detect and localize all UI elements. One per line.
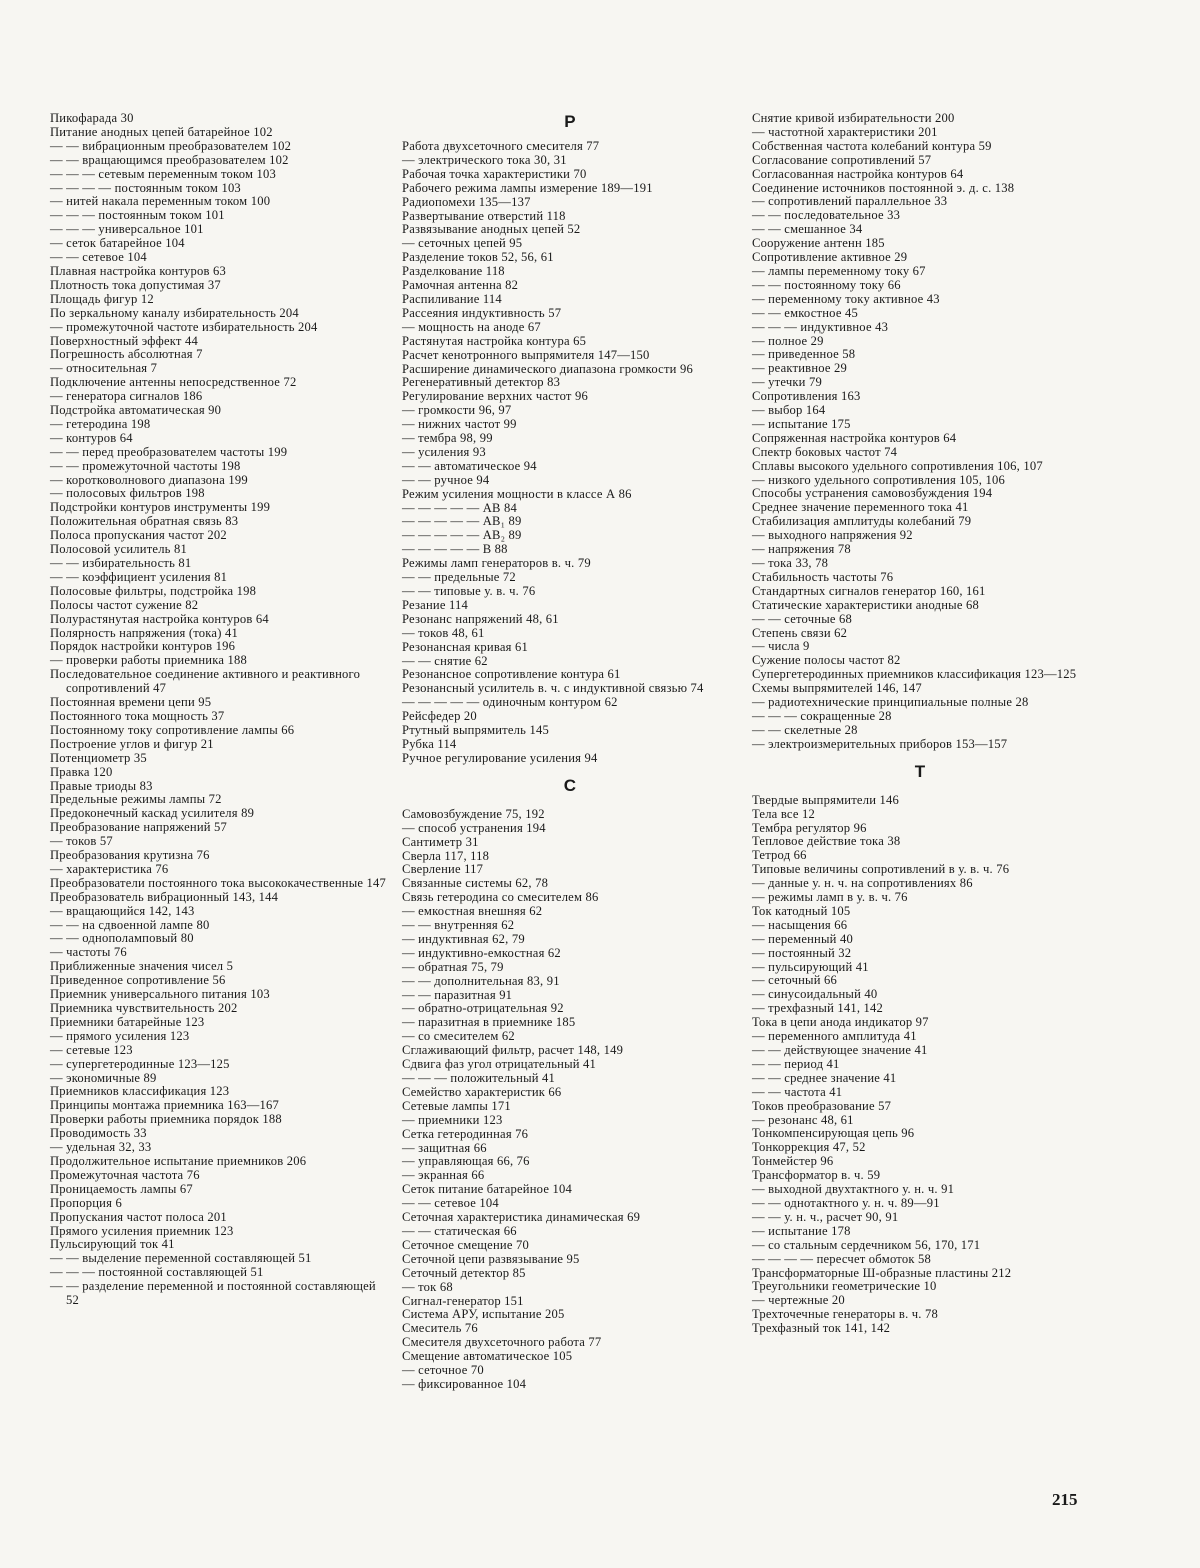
index-entry: Резонансная кривая 61 xyxy=(402,639,528,654)
index-entry: Стабильность частоты 76 xyxy=(752,569,894,584)
index-entry: — — постоянному току 66 xyxy=(752,277,901,292)
index-entry: Поверхностный эффект 44 xyxy=(50,333,198,348)
index-entry: — — — положительный 41 xyxy=(402,1071,556,1085)
index-entry: — со смесителем 62 xyxy=(402,1029,515,1044)
index-entry: — со стальным сердечником 56, 170, 171 xyxy=(752,1237,981,1252)
index-entry: Тонкоррекция 47, 52 xyxy=(752,1140,866,1155)
index-entry: — — автоматическое 94 xyxy=(402,458,537,473)
section-s-entries xyxy=(402,808,738,1392)
index-entry: Полосы частот сужение 82 xyxy=(50,597,199,612)
index-entry: — — скелетные 28 xyxy=(752,722,858,737)
index-entry: Система АРУ, испытание 205 xyxy=(402,1307,565,1322)
index-entry: — усиления 93 xyxy=(402,444,486,459)
index-entry: Рейсфедер 20 xyxy=(402,709,477,724)
index-entry: — прямого усиления 123 xyxy=(50,1028,190,1043)
index-entry: — супергетеродинные 123—125 xyxy=(50,1056,230,1071)
index-entry: — — промежуточной частоты 198 xyxy=(50,458,241,473)
index-entry: Рабочего режима лампы измерение 189—191 xyxy=(402,180,653,195)
index-entry: Распиливание 114 xyxy=(402,291,502,306)
index-entry: — — — — пересчет обмоток 58 xyxy=(752,1251,931,1266)
index-entry: — — ручное 94 xyxy=(402,472,490,487)
index-entry: — токов 57 xyxy=(50,834,113,849)
index-entry: — пульсирующий 41 xyxy=(752,959,869,974)
index-entry: — обратно-отрицательная 92 xyxy=(402,1001,564,1016)
index-entry: — вращающийся 142, 143 xyxy=(50,903,195,918)
index-entry: — — статическая 66 xyxy=(402,1223,517,1238)
index-entry: — — — — постоянным током 103 xyxy=(50,180,241,195)
index-entry: — — сетевое 104 xyxy=(50,250,147,265)
index-entry: — — на сдвоенной лампе 80 xyxy=(50,917,210,932)
index-entry: Сетевые лампы 171 xyxy=(402,1098,511,1113)
index-entry: Плавная настройка контуров 63 xyxy=(50,263,226,278)
index-entry: — — перед преобразователем частоты 199 xyxy=(50,444,288,459)
index-entry: По зеркальному каналу избирательность 204 xyxy=(50,305,299,320)
index-entry: Твердые выпрямители 146 xyxy=(752,792,899,807)
index-entry: — электрического тока 30, 31 xyxy=(402,152,567,167)
index-entry: Регенеративный детектор 83 xyxy=(402,375,561,390)
index-entry: — — дополнительная 83, 91 xyxy=(402,973,560,988)
index-entry: Разделение токов 52, 56, 61 xyxy=(402,250,554,265)
index-entry: — — — — — одиночным контуром 62 xyxy=(402,695,618,710)
index-entry: — — частота 41 xyxy=(752,1084,843,1099)
index-entry: — — типовые у. в. ч. 76 xyxy=(402,584,536,598)
index-entry: Принципы монтажа приемника 163—167 xyxy=(50,1098,280,1113)
index-entry: — тембра 98, 99 xyxy=(402,431,493,446)
index-entry: — выходной двухтактного у. н. ч. 91 xyxy=(752,1182,955,1197)
index-entry: Тетрод 66 xyxy=(752,848,807,863)
index-entry: — частоты 76 xyxy=(50,945,127,960)
index-entry: — — — постоянной составляющей 51 xyxy=(50,1265,264,1280)
index-entry: Сетка гетеродинная 76 xyxy=(402,1126,529,1141)
index-entry: — — коэффициент усиления 81 xyxy=(50,569,228,584)
index-entry: Полосовые фильтры, подстройка 198 xyxy=(50,583,257,598)
index-entry: Ток катодный 105 xyxy=(752,903,851,918)
index-entry: Предельные режимы лампы 72 xyxy=(50,792,222,807)
index-entry: — приемники 123 xyxy=(402,1112,503,1127)
index-entry: Режим усиления мощности в классе А 86 xyxy=(402,486,632,501)
index-entry: — фиксированное 104 xyxy=(402,1376,527,1391)
index-entry: — — — — — АВ₂ 89 xyxy=(402,528,522,543)
index-entry: Ручное регулирование усиления 94 xyxy=(402,750,598,765)
index-entry: — лампы переменному току 67 xyxy=(752,263,926,278)
index-entry: — полное 29 xyxy=(752,333,824,348)
index-entry: — — предельные 72 xyxy=(402,570,516,585)
index-entry: Полярность напряжения (тока) 41 xyxy=(50,625,238,640)
index-entry: Сеточное смещение 70 xyxy=(402,1237,529,1252)
index-entry: Постоянная времени цепи 95 xyxy=(50,695,212,710)
index-entry: Сглаживающий фильтр, расчет 148, 149 xyxy=(402,1043,624,1058)
index-entry: Рубка 114 xyxy=(402,736,457,751)
index-entry: — экономичные 89 xyxy=(50,1070,157,1085)
index-entry: — переменного амплитуда 41 xyxy=(752,1029,917,1044)
index-entry: Последовательное соединение активного и реактивного сопротивлений 47 xyxy=(50,667,361,696)
index-entry: Трансформатор в. ч. 59 xyxy=(752,1168,881,1183)
index-entry: — характеристика 76 xyxy=(50,861,169,876)
index-entry: — — разделение переменной и постоянной составляющей 52 xyxy=(50,1279,376,1308)
index-entry: Преобразование напряжений 57 xyxy=(50,820,228,835)
index-entry: Тела все 12 xyxy=(752,806,815,821)
index-entry: Расчет кенотронного выпрямителя 147—150 xyxy=(402,347,650,362)
index-column-1 xyxy=(50,112,388,1308)
index-entry: — индуктивно-емкостная 62 xyxy=(402,945,561,960)
index-entry: — ток 68 xyxy=(402,1279,453,1294)
index-entry: Развязывание анодных цепей 52 xyxy=(402,222,581,237)
index-entry: Сужение полосы частот 82 xyxy=(752,653,901,668)
index-entry: Сеточной цепи развязывание 95 xyxy=(402,1251,580,1266)
index-entry: — — среднее значение 41 xyxy=(752,1070,897,1085)
index-entry: Развертывание отверстий 118 xyxy=(402,208,566,223)
index-entry: — данные у. н. ч. на сопротивлениях 86 xyxy=(752,876,973,891)
index-entry: Пропорция 6 xyxy=(50,1195,122,1210)
index-entry: Трансформаторные Ш-образные пластины 212 xyxy=(752,1265,1012,1280)
index-entry: — удельная 32, 33 xyxy=(50,1140,152,1155)
index-entry: — — однотактного у. н. ч. 89—91 xyxy=(752,1195,940,1210)
index-entry: — сеточное 70 xyxy=(402,1363,484,1378)
index-entry: Сеток питание батарейное 104 xyxy=(402,1182,572,1197)
index-entry: — громкости 96, 97 xyxy=(402,403,512,418)
index-entry: Пульсирующий ток 41 xyxy=(50,1237,175,1252)
index-entry: Построение углов и фигур 21 xyxy=(50,736,214,751)
index-entry: — — период 41 xyxy=(752,1056,840,1071)
index-entry: Ртутный выпрямитель 145 xyxy=(402,723,549,738)
index-entry: Разделкование 118 xyxy=(402,264,505,279)
index-entry: Пропускания частот полоса 201 xyxy=(50,1209,227,1224)
index-entry: — относительная 7 xyxy=(50,361,158,376)
index-entry: Проверки работы приемника порядок 188 xyxy=(50,1112,282,1127)
index-entry: Резонансный усилитель в. ч. с индуктивной связью 74 xyxy=(402,681,704,696)
index-entry: — — — сетевым переменным током 103 xyxy=(50,166,276,181)
index-entry: — — выделение переменной составляющей 51 xyxy=(50,1251,312,1266)
index-entry: — промежуточной частоте избирательность 204 xyxy=(50,319,318,334)
index-entry: Среднее значение переменного тока 41 xyxy=(752,500,969,515)
index-entry: Сверление 117 xyxy=(402,862,484,877)
index-entry: — экранная 66 xyxy=(402,1168,485,1183)
index-entry: Преобразователь вибрационный 143, 144 xyxy=(50,889,279,904)
index-entry: Резонансное сопротивление контура 61 xyxy=(402,667,621,682)
index-entry: — — — — — АВ₁ 89 xyxy=(402,514,522,529)
index-entry: Семейство характеристик 66 xyxy=(402,1084,562,1099)
index-entry: — мощность на аноде 67 xyxy=(402,319,541,334)
index-entry: — сеток батарейное 104 xyxy=(50,236,185,251)
index-entry: Тепловое действие тока 38 xyxy=(752,834,901,849)
index-entry: Согласование сопротивлений 57 xyxy=(752,152,932,167)
index-entry: Питание анодных цепей батарейное 102 xyxy=(50,124,273,139)
index-entry: — числа 9 xyxy=(752,639,810,654)
index-entry: Сигнал-генератор 151 xyxy=(402,1293,524,1308)
index-entry: Плотность тока допустимая 37 xyxy=(50,277,221,292)
index-entry: Проницаемость лампы 67 xyxy=(50,1181,193,1196)
index-entry: Рассеяния индуктивность 57 xyxy=(402,305,562,320)
index-entry: Постоянному току сопротивление лампы 66 xyxy=(50,722,295,737)
index-entry: — — — универсальное 101 xyxy=(50,222,204,237)
index-entry: — — сеточные 68 xyxy=(752,611,852,626)
index-entry: Промежуточная частота 76 xyxy=(50,1167,200,1182)
index-entry: Пикофарада 30 xyxy=(50,111,134,125)
index-entry: Приемники батарейные 123 xyxy=(50,1014,205,1029)
index-entry: — утечки 79 xyxy=(752,375,822,390)
index-entry: Порядок настройки контуров 196 xyxy=(50,639,236,654)
index-entry: Сопротивления 163 xyxy=(752,389,861,404)
index-entry: Стабилизация амплитуды колебаний 79 xyxy=(752,514,972,529)
index-entry: — синусоидальный 40 xyxy=(752,987,878,1002)
index-entry: — — снятие 62 xyxy=(402,653,488,668)
letter-heading-t: Т xyxy=(914,761,926,781)
index-entry: — генератора сигналов 186 xyxy=(50,389,203,404)
index-entry: Резонанс напряжений 48, 61 xyxy=(402,611,559,626)
index-entry: — — смешанное 34 xyxy=(752,222,863,237)
index-entry: — гетеродина 198 xyxy=(50,416,151,431)
index-entry: — сеточный 66 xyxy=(752,973,838,988)
index-entry: Смеситель 76 xyxy=(402,1321,478,1336)
index-entry: Полосовой усилитель 81 xyxy=(50,542,187,557)
index-column-2 xyxy=(402,112,738,1392)
index-entry: — — внутренняя 62 xyxy=(402,918,515,933)
index-entry: Растянутая настройка контура 65 xyxy=(402,333,587,348)
index-entry: — емкостная внешняя 62 xyxy=(402,904,543,919)
index-entry: Продолжительное испытание приемников 206 xyxy=(50,1153,307,1168)
index-entry: — выбор 164 xyxy=(752,403,826,418)
index-entry: Подключение антенны непосредственное 72 xyxy=(50,375,297,390)
index-entry: Приемника чувствительность 202 xyxy=(50,1001,238,1015)
index-entry: Согласованная настройка контуров 64 xyxy=(752,166,964,181)
index-entry: Связанные системы 62, 78 xyxy=(402,876,549,891)
index-entry: Снятие кривой избирательности 200 xyxy=(752,111,955,125)
index-entry: Спектр боковых частот 74 xyxy=(752,444,898,459)
index-entry: — переменному току активное 43 xyxy=(752,291,940,306)
index-entry: Приведенное сопротивление 56 xyxy=(50,973,226,988)
letter-heading-r: Р xyxy=(564,112,576,131)
index-entry: Положительная обратная связь 83 xyxy=(50,514,239,529)
index-entry: Погрешность абсолютная 7 xyxy=(50,347,203,362)
index-entry: Тонкомпенсирующая цепь 96 xyxy=(752,1126,915,1141)
index-entry: Сантиметр 31 xyxy=(402,834,479,849)
index-entry: Площадь фигур 12 xyxy=(50,291,154,306)
index-entry: Степень связи 62 xyxy=(752,625,848,640)
index-entry: Трехточечные генераторы в. ч. 78 xyxy=(752,1307,938,1322)
index-entry: — полосовых фильтров 198 xyxy=(50,486,205,501)
index-entry: Проводимость 33 xyxy=(50,1126,147,1141)
index-entry: — способ устранения 194 xyxy=(402,820,546,835)
letter-heading-s: С xyxy=(563,775,577,795)
index-entry: Тонмейстер 96 xyxy=(752,1154,834,1169)
index-entry: — — — — — В 88 xyxy=(402,542,508,557)
index-entry: — постоянный 32 xyxy=(752,945,852,960)
index-entry: Расширение динамического диапазона громкости 96 xyxy=(402,361,693,376)
index-entry: — — действующее значение 41 xyxy=(752,1043,928,1057)
index-entry: Схемы выпрямителей 146, 147 xyxy=(752,681,922,696)
page-number: 215 xyxy=(1052,1490,1078,1509)
index-entry: — — избирательность 81 xyxy=(50,556,192,570)
index-entry: Преобразования крутизна 76 xyxy=(50,848,210,863)
index-entry: — — — постоянным током 101 xyxy=(50,208,225,223)
index-entry: Подстройка автоматическая 90 xyxy=(50,403,222,418)
index-entry: Режимы ламп генераторов в. ч. 79 xyxy=(402,556,591,571)
index-entry: — — последовательное 33 xyxy=(752,208,901,223)
index-entry: Правка 120 xyxy=(50,764,113,779)
index-entry: Сеточный детектор 85 xyxy=(402,1265,526,1280)
index-entry: Работа двухсеточного смесителя 77 xyxy=(402,139,600,153)
index-entry: — индуктивная 62, 79 xyxy=(402,931,525,946)
index-entry: Смесителя двухсеточного работа 77 xyxy=(402,1335,602,1350)
index-entry: — сопротивлений параллельное 33 xyxy=(752,194,948,209)
index-entry: — нижних частот 99 xyxy=(402,417,517,432)
index-entry: Сеточная характеристика динамическая 69 xyxy=(402,1210,641,1225)
index-entry: Трехфазный ток 141, 142 xyxy=(752,1321,891,1336)
index-entry: Преобразователи постоянного тока высококачественные 147 xyxy=(50,875,387,890)
index-entry: Подстройки контуров инструменты 199 xyxy=(50,500,271,515)
index-entry: Связь гетеродина со смесителем 86 xyxy=(402,890,599,905)
index-entry: — управляющая 66, 76 xyxy=(402,1154,530,1169)
index-entry: — коротковолнового диапазона 199 xyxy=(50,472,248,487)
index-entry: Сдвига фаз угол отрицательный 41 xyxy=(402,1057,597,1072)
index-entry: — — — индуктивное 43 xyxy=(752,319,889,334)
index-entry: Сооружение антенн 185 xyxy=(752,236,885,251)
index-entry: Потенциометр 35 xyxy=(50,750,147,765)
index-entry: Сопротивление активное 29 xyxy=(752,250,908,265)
index-entry: Стандартных сигналов генератор 160, 161 xyxy=(752,583,986,598)
index-entry: Треугольники геометрические 10 xyxy=(752,1279,937,1294)
index-entry: — сетевые 123 xyxy=(50,1042,133,1057)
index-entry: — реактивное 29 xyxy=(752,361,848,376)
index-entry: — — вибрационным преобразователем 102 xyxy=(50,138,292,153)
index-entry: — — однополамповый 80 xyxy=(50,931,194,946)
index-entry: — обратная 75, 79 xyxy=(402,959,504,974)
index-entry: — — сетевое 104 xyxy=(402,1196,499,1211)
index-entry: — переменный 40 xyxy=(752,931,853,946)
index-entry: — проверки работы приемника 188 xyxy=(50,653,247,668)
index-entry: — — емкостное 45 xyxy=(752,305,858,320)
index-entry: Сверла 117, 118 xyxy=(402,848,490,863)
index-entry: Тембра регулятор 96 xyxy=(752,820,867,835)
index-entry: Постоянного тока мощность 37 xyxy=(50,708,225,723)
index-entry: Приемник универсального питания 103 xyxy=(50,987,270,1002)
index-entry: Радиопомехи 135—137 xyxy=(402,194,531,209)
index-entry: — — у. н. ч., расчет 90, 91 xyxy=(752,1209,899,1224)
section-s-continued-entries xyxy=(752,112,1088,752)
index-entry: Правые триоды 83 xyxy=(50,778,153,793)
index-entry: — выходного напряжения 92 xyxy=(752,528,913,543)
index-entry: — напряжения 78 xyxy=(752,542,851,557)
index-entry: — трехфазный 141, 142 xyxy=(752,1001,884,1016)
index-entry: Приближенные значения чисел 5 xyxy=(50,959,234,974)
index-entry: — насыщения 66 xyxy=(752,917,848,932)
index-entry: Предоконечный каскад усилителя 89 xyxy=(50,806,255,821)
index-entry: Прямого усиления приемник 123 xyxy=(50,1223,234,1238)
index-entry: — режимы ламп в у. в. ч. 76 xyxy=(752,890,908,905)
index-entry: Супергетеродинных приемников классификация 123—125 xyxy=(752,667,1077,682)
index-entry: Сплавы высокого удельного сопротивления 106, 107 xyxy=(752,458,1043,473)
index-entry: — — паразитная 91 xyxy=(402,987,513,1002)
index-entry: Способы устранения самовозбуждения 194 xyxy=(752,486,993,501)
index-entry: — нитей накала переменным током 100 xyxy=(50,194,271,209)
index-entry: — резонанс 48, 61 xyxy=(752,1112,854,1127)
index-entry: Регулирование верхних частот 96 xyxy=(402,389,588,404)
index-entry: Самовозбуждение 75, 192 xyxy=(402,806,545,821)
index-entry: — низкого удельного сопротивления 105, 106 xyxy=(752,472,1005,487)
index-entry: Приемников классификация 123 xyxy=(50,1084,230,1099)
index-entry: Сопряженная настройка контуров 64 xyxy=(752,430,957,445)
index-entry: Токов преобразование 57 xyxy=(752,1098,892,1113)
index-entry: — частотной характеристики 201 xyxy=(752,124,938,139)
index-entry: Полоса пропускания частот 202 xyxy=(50,528,227,543)
index-entry: Тока в цепи анода индикатор 97 xyxy=(752,1015,929,1030)
index-entry: Полурастянутая настройка контуров 64 xyxy=(50,611,269,626)
index-entry: — токов 48, 61 xyxy=(402,625,485,640)
index-entry: — тока 33, 78 xyxy=(752,556,829,570)
index-entry: — контуров 64 xyxy=(50,430,133,445)
index-entry: — радиотехнические принципиальные полные 28 xyxy=(752,695,1029,710)
index-entry: — — вращающимся преобразователем 102 xyxy=(50,152,289,167)
index-entry: Рамочная антенна 82 xyxy=(402,278,519,293)
index-entry: Смещение автоматическое 105 xyxy=(402,1349,573,1364)
index-entry: Резание 114 xyxy=(402,597,468,612)
index-entry: — паразитная в приемнике 185 xyxy=(402,1015,576,1030)
index-entry: Типовые величины сопротивлений в у. в. ч. 76 xyxy=(752,862,1010,877)
index-entry: — защитная 66 xyxy=(402,1140,487,1155)
index-column-3 xyxy=(752,112,1088,1336)
index-entry: — испытание 175 xyxy=(752,416,851,431)
index-entry: — сеточных цепей 95 xyxy=(402,236,523,251)
section-r-entries xyxy=(402,140,738,766)
index-entry: — электроизмерительных приборов 153—157 xyxy=(752,736,1008,751)
index-entry: Соединение источников постоянной э. д. с. 138 xyxy=(752,180,1015,195)
index-entry: — — — сокращенные 28 xyxy=(752,708,892,723)
index-entry: — испытание 178 xyxy=(752,1223,851,1238)
index-entry: Собственная частота колебаний контура 59 xyxy=(752,138,992,153)
index-entry: — чертежные 20 xyxy=(752,1293,845,1308)
index-entry: — — — — — АВ 84 xyxy=(402,500,517,515)
index-entry: Статические характеристики анодные 68 xyxy=(752,597,979,612)
section-t-entries xyxy=(752,794,1088,1336)
index-entry: Рабочая точка характеристики 70 xyxy=(402,166,587,181)
index-entry: — приведенное 58 xyxy=(752,347,856,362)
